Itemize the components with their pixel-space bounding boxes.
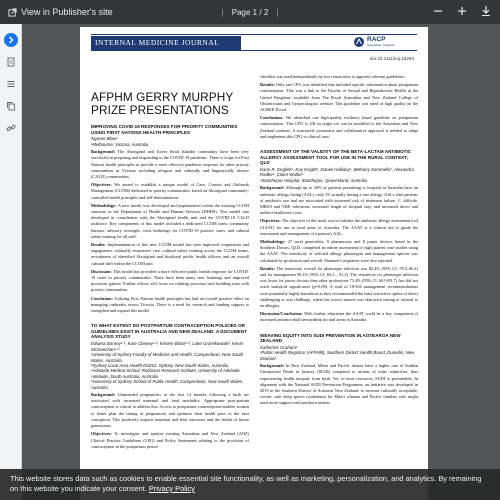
download-icon[interactable] (480, 5, 492, 17)
left-column (91, 71, 249, 450)
page-current[interactable]: 1 (252, 7, 258, 17)
paragraph-text: checklist was used independently by two researchers to appraise relevant guidelines. (260, 74, 406, 79)
viewer-toolbar (0, 0, 500, 24)
copy-icon (6, 101, 16, 111)
journal-name: INTERNAL MEDICINE JOURNAL (91, 36, 241, 50)
abstract-paragraph (91, 242, 249, 267)
affiliation: ⁴University of Sydney School of Public Health, Camperdown, New South Wales, Australia (91, 379, 244, 390)
paragraph-label: Methodology: (260, 239, 286, 245)
paragraph-text: Utilising First Nations health principles has had an overall positive effect on managing outbreaks across Victoria. There is a need for research and funding support to strengthen and expand this model. (91, 295, 249, 314)
paragraph-text: We aimed to establish a unique model of Case, Contact and Outbreak Management (CCOM) dedicated to priority communities, based on Aboriginal community-controlled health principles and self-determination. (91, 182, 250, 200)
page-separator: | (221, 7, 224, 17)
abstract-paragraph (260, 115, 418, 140)
abstract-paragraph (260, 239, 418, 264)
paragraph-text: Unintended pregnancies in the first 12 months following a birth are associated with increased maternal and fetal morbidity. Appropriate post-partum contraception is critical to address this. Access to postpartum contraception enables women to better plan the timing of pregnancies and optimise their health prior to the next conception. This positively impacts maternal and fetal outcomes and the health of future generations. (91, 392, 250, 429)
paragraph-text: This model has provided a more effective public health response for COVID-19 cases in priority communities. There have been many new learnings and improved processes gained. Further efforts will focus on refining processes and building trust with priority communities. (91, 268, 249, 293)
zoom-in-icon[interactable] (456, 5, 468, 17)
toolbar-actions (432, 5, 492, 17)
document-icon (6, 57, 16, 67)
abstract-title: ASSESSMENT OF THE VALIDITY OF THE BETA-LACTAM ANTIBIOTIC ALLERGY ASSESSMENT TOOL FOR USE IN THE RURAL CONTEXT, QLD (260, 149, 412, 166)
abstract-paragraph (91, 203, 249, 240)
author-list: Ngaree Blow¹ (91, 136, 118, 142)
paragraph-text: The Aboriginal and Torres Strait Islander community have been very successful in preparing and responding to the COVID-19 pandemic. There is scope for First Nations health principles to provide a more effective pandemic response for other priority communities in Victoria, including refugees and culturally and linguistically diverse (CALD) communities. (91, 149, 249, 179)
abstract-paragraph (91, 269, 249, 294)
sidebar-item-document[interactable] (0, 54, 22, 70)
viewer-sidebar (0, 24, 22, 500)
publisher-logo (353, 36, 415, 48)
chevron-circle (4, 33, 18, 47)
pdf-page (80, 27, 428, 500)
abstract-paragraph (91, 431, 249, 450)
view-publisher-label: View in Publisher's site (21, 7, 113, 17)
paragraph-label: Background: (260, 363, 285, 369)
section-gap (260, 140, 418, 145)
paragraph-label: Background: (91, 149, 116, 155)
paragraph-label: Background: (91, 392, 116, 398)
publisher-abbr: RACP (367, 36, 386, 44)
publisher-sub: Specialists. Together. (367, 42, 396, 47)
abstract-paragraph (260, 266, 418, 309)
abstract-paragraph (260, 363, 418, 406)
paragraph-text: 27 rural generalists, 9 pharmacists and 8 junior doctors based in the Southern Downs, QLD, completed an online assessment of eight patient case studies using the AAAT. The sensitivity of selected allergy phenotypes and management options was calculated by profession and overall. Shannon's responses were also reported. (260, 239, 418, 263)
chevron-right-icon (6, 35, 16, 45)
author-list: Edwina Dorney¹·², Kate Cheney¹·², Kirsten Black¹·², Luke Grzeskowiak³, Kevin McGeechan⁴·⁵ (91, 341, 244, 352)
zoom-out-icon[interactable] (432, 5, 444, 17)
sidebar-toggle[interactable] (0, 32, 22, 48)
page-title: AFPHM GERRY MURPHY PRIZE PRESENTATIONS (91, 90, 234, 117)
abstract-paragraph (260, 185, 418, 216)
view-publisher-button[interactable] (8, 7, 113, 17)
paragraph-label: Conclusion: (91, 295, 113, 301)
abstract-title: IMPROVING COVID-19 RESPONSES FOR PRIORITY COMMUNITIES USING FIRST NATIONS HEALTH PRINCIPLES (91, 124, 238, 135)
affiliation: ²Sydney Local Area Health District, Sydney, New South Wales, Australia (91, 363, 229, 369)
affiliation: ³Adelaide Medical School, Robinson Research Institute, University of Adelaide, Adelaide, South Australia, Australia (91, 368, 241, 379)
section-gap (260, 324, 418, 329)
affiliation: ¹Stanthorpe Hospital, Stanthorpe, Queensland, Australia (260, 178, 368, 183)
affiliation: ¹University of Sydney Faculty of Medicine and Health, Camperdown, New South Wales, Australia (91, 352, 244, 363)
page-label: Page (231, 7, 251, 17)
paragraph-text: Only one CPG was identified that included specific information about postpartum contraception. This was a link to the Faculty of Sexual and Reproductive Health in the United Kingdom, available from The Royal Australian and New Zealand College of Obstetricians and Gynaecologists website. This guideline was rated of high quality on the AGREE II tool. (260, 82, 418, 113)
right-column-content (260, 74, 418, 407)
paragraph-label: Conclusions: (260, 115, 284, 121)
doi-label: doi:10.1111/imj.15293 (369, 56, 414, 61)
paragraph-text: With further education the AAAT could be a key component of increased antimicrobial stewardship in rural areas in Australia. (260, 311, 418, 323)
right-column (260, 72, 418, 407)
privacy-policy-link[interactable]: Privacy Policy (148, 484, 195, 493)
page-total: 2 (263, 7, 269, 17)
author-list: Katherine Graham¹ (260, 344, 298, 350)
paragraph-label: Background: (260, 185, 285, 191)
paragraph-text: We identified one high-quality evidence based guideline on postpartum contraception. This CPG is UK in origin yet can be modified to the Australian and New Zealand contexts. A structured, systematic and collaborative approach is needed to adapt and implement this CPG to clinical care. (260, 115, 418, 139)
paragraph-text: Although up to 20% of patients presenting to hospital in Australia have an antibiotic allergy listing (AAL), only 1% actually having a true allergy. AALs alter patterns of antibiotic use and are associated with increased risk of treatment failure, C. difficile, MRSA and VRE infections, increased length of hospital stay, and increased direct and indirect healthcare costs. (260, 185, 419, 216)
paragraph-label: Discussion: (91, 268, 112, 274)
paragraph-text: To investigate and analyse existing Australian and New Zealand (ANZ) Clinical Practice Guidelines (CPG) and Policy Statements relating to the provision of contraception in the postpartum period. (91, 431, 249, 449)
section-gap (91, 314, 249, 319)
affiliation: ¹Public Health Registrar (AFPHM), Southern District Health Board, Dunedin, New Zealand (260, 350, 415, 361)
page-separator-right: | (276, 7, 279, 17)
abstract-paragraph (91, 392, 249, 429)
list-icon (6, 79, 16, 89)
sidebar-item-link[interactable] (0, 120, 22, 136)
paragraph-text: A new model was developed and implemented within the existing CCOM structure in the Department of Health and Human Services (DHHS). This model was developed in consultation with the Aboriginal health unit and the COVID-19 CALD taskforce. Key components of this model included a dedicated CCOM team, community liaisons, advisory oversight, cross brokerage for COVID-19 positive cases, and cultural safety training for all staff. (91, 202, 249, 239)
abstract-paragraph (91, 182, 249, 201)
paragraph-label: Results: (91, 242, 106, 248)
racp-logo-icon (353, 36, 365, 48)
paragraph-label: Results: (260, 82, 275, 88)
abstract-paragraph (260, 82, 418, 113)
journal-masthead (91, 34, 417, 51)
paragraph-label: Discussion/Conclusion: (260, 311, 303, 317)
sidebar-item-list[interactable] (0, 76, 22, 92)
paragraph-label: Objectives: (91, 431, 112, 437)
cookie-banner (0, 469, 500, 500)
paragraph-label: Methodology: (91, 202, 117, 208)
paragraph-label: Results: (260, 265, 275, 271)
page-slash: / (259, 7, 262, 17)
abstract-paragraph (91, 149, 249, 180)
publisher-text (367, 37, 415, 47)
paragraph-label: Objectives: (91, 182, 112, 188)
abstract-paragraph (260, 311, 418, 323)
abstract-title: TO WHAT EXTENT DO POSTPARTUM CONTRACEPTION POLICIES OR GUIDELINES EXIST IN AUSTRALIA AND NEW ZEALAND: A DOCUMENT ANALYSIS STUDY (91, 323, 247, 340)
abstract-title: WEAVING EQUITY INTO SUDI PREVENTION IN AOTEAROA NEW ZEALAND (260, 332, 401, 344)
paragraph-label: Objectives: (260, 218, 281, 224)
left-column-content (91, 124, 249, 450)
paragraph-text: The objective of the study was to validate the antibiotic allergy assessment tool (AAAT) for use in rural areas of Australia. The AAAT is a clinical aid to guide the assessment and management of a patient's AAL. (260, 218, 418, 236)
link-icon (6, 123, 16, 133)
abstract-paragraph (91, 296, 249, 315)
sidebar-item-copy[interactable] (0, 98, 22, 114)
abstract-paragraph (260, 218, 418, 237)
abstract-paragraph (260, 74, 418, 80)
paragraph-text: The sensitivity overall for phenotype selection was 82.4% (95% CI, 78.0–86.2) and for management 98.1% (95% CI, 84.2 – 91.2). The sensitivity for phenotype selection was lower for junior doctors than other professions 73.4% (95% CI, 60.9-83.7), but did not reach statistical significance (p=0.08). A total of 10/104 management recommendations were potentially highly hazardous as they recommended the least restrictive option of direct challenging or oral challenge, where the correct answer was skin prick testing or referral to an allergist. (260, 265, 419, 309)
paragraph-text: In New Zealand, Māori and Pacific infants have a higher rate of Sudden Unexpected Death in Infancy (SUDI) compared to infants of other ethnicities, thus experiencing health inequity from birth. Yet, to most resources, SUDI is preventable. In alignment with the National SUDI Prevention Programme, an initiative was developed in 2019 in the Southern District of Aotearoa New Zealand, to increase culturally acceptable, woven, safe sleep spaces (wahakura) for Māori whanau and Pacific families who might need more support with newborn infants. (260, 363, 418, 406)
affiliation: ¹Melbourne, Victoria, Australia (91, 141, 149, 147)
paragraph-text: Implementation of this new CCOM model has seen improved cooperation and engagement, culturally responsive care, cultural safety training across the CCOM teams, recruitment of identified Aboriginal and bicultural public health officers and an overall cultural shift within the CCOM unit. (91, 242, 250, 266)
external-link-icon (8, 8, 17, 17)
cookie-text: This website stores data such as cookies to enable essential site functionality, as well as marketing, personalization, and analytics. By remaining on this website you indicate your consent. (10, 474, 482, 493)
author-list: Karin R. English¹, Kay Knight¹, Daniel Halliday¹, Bethany Sammells¹, Alexandra Radke¹, Claire Walter¹ (260, 166, 414, 178)
